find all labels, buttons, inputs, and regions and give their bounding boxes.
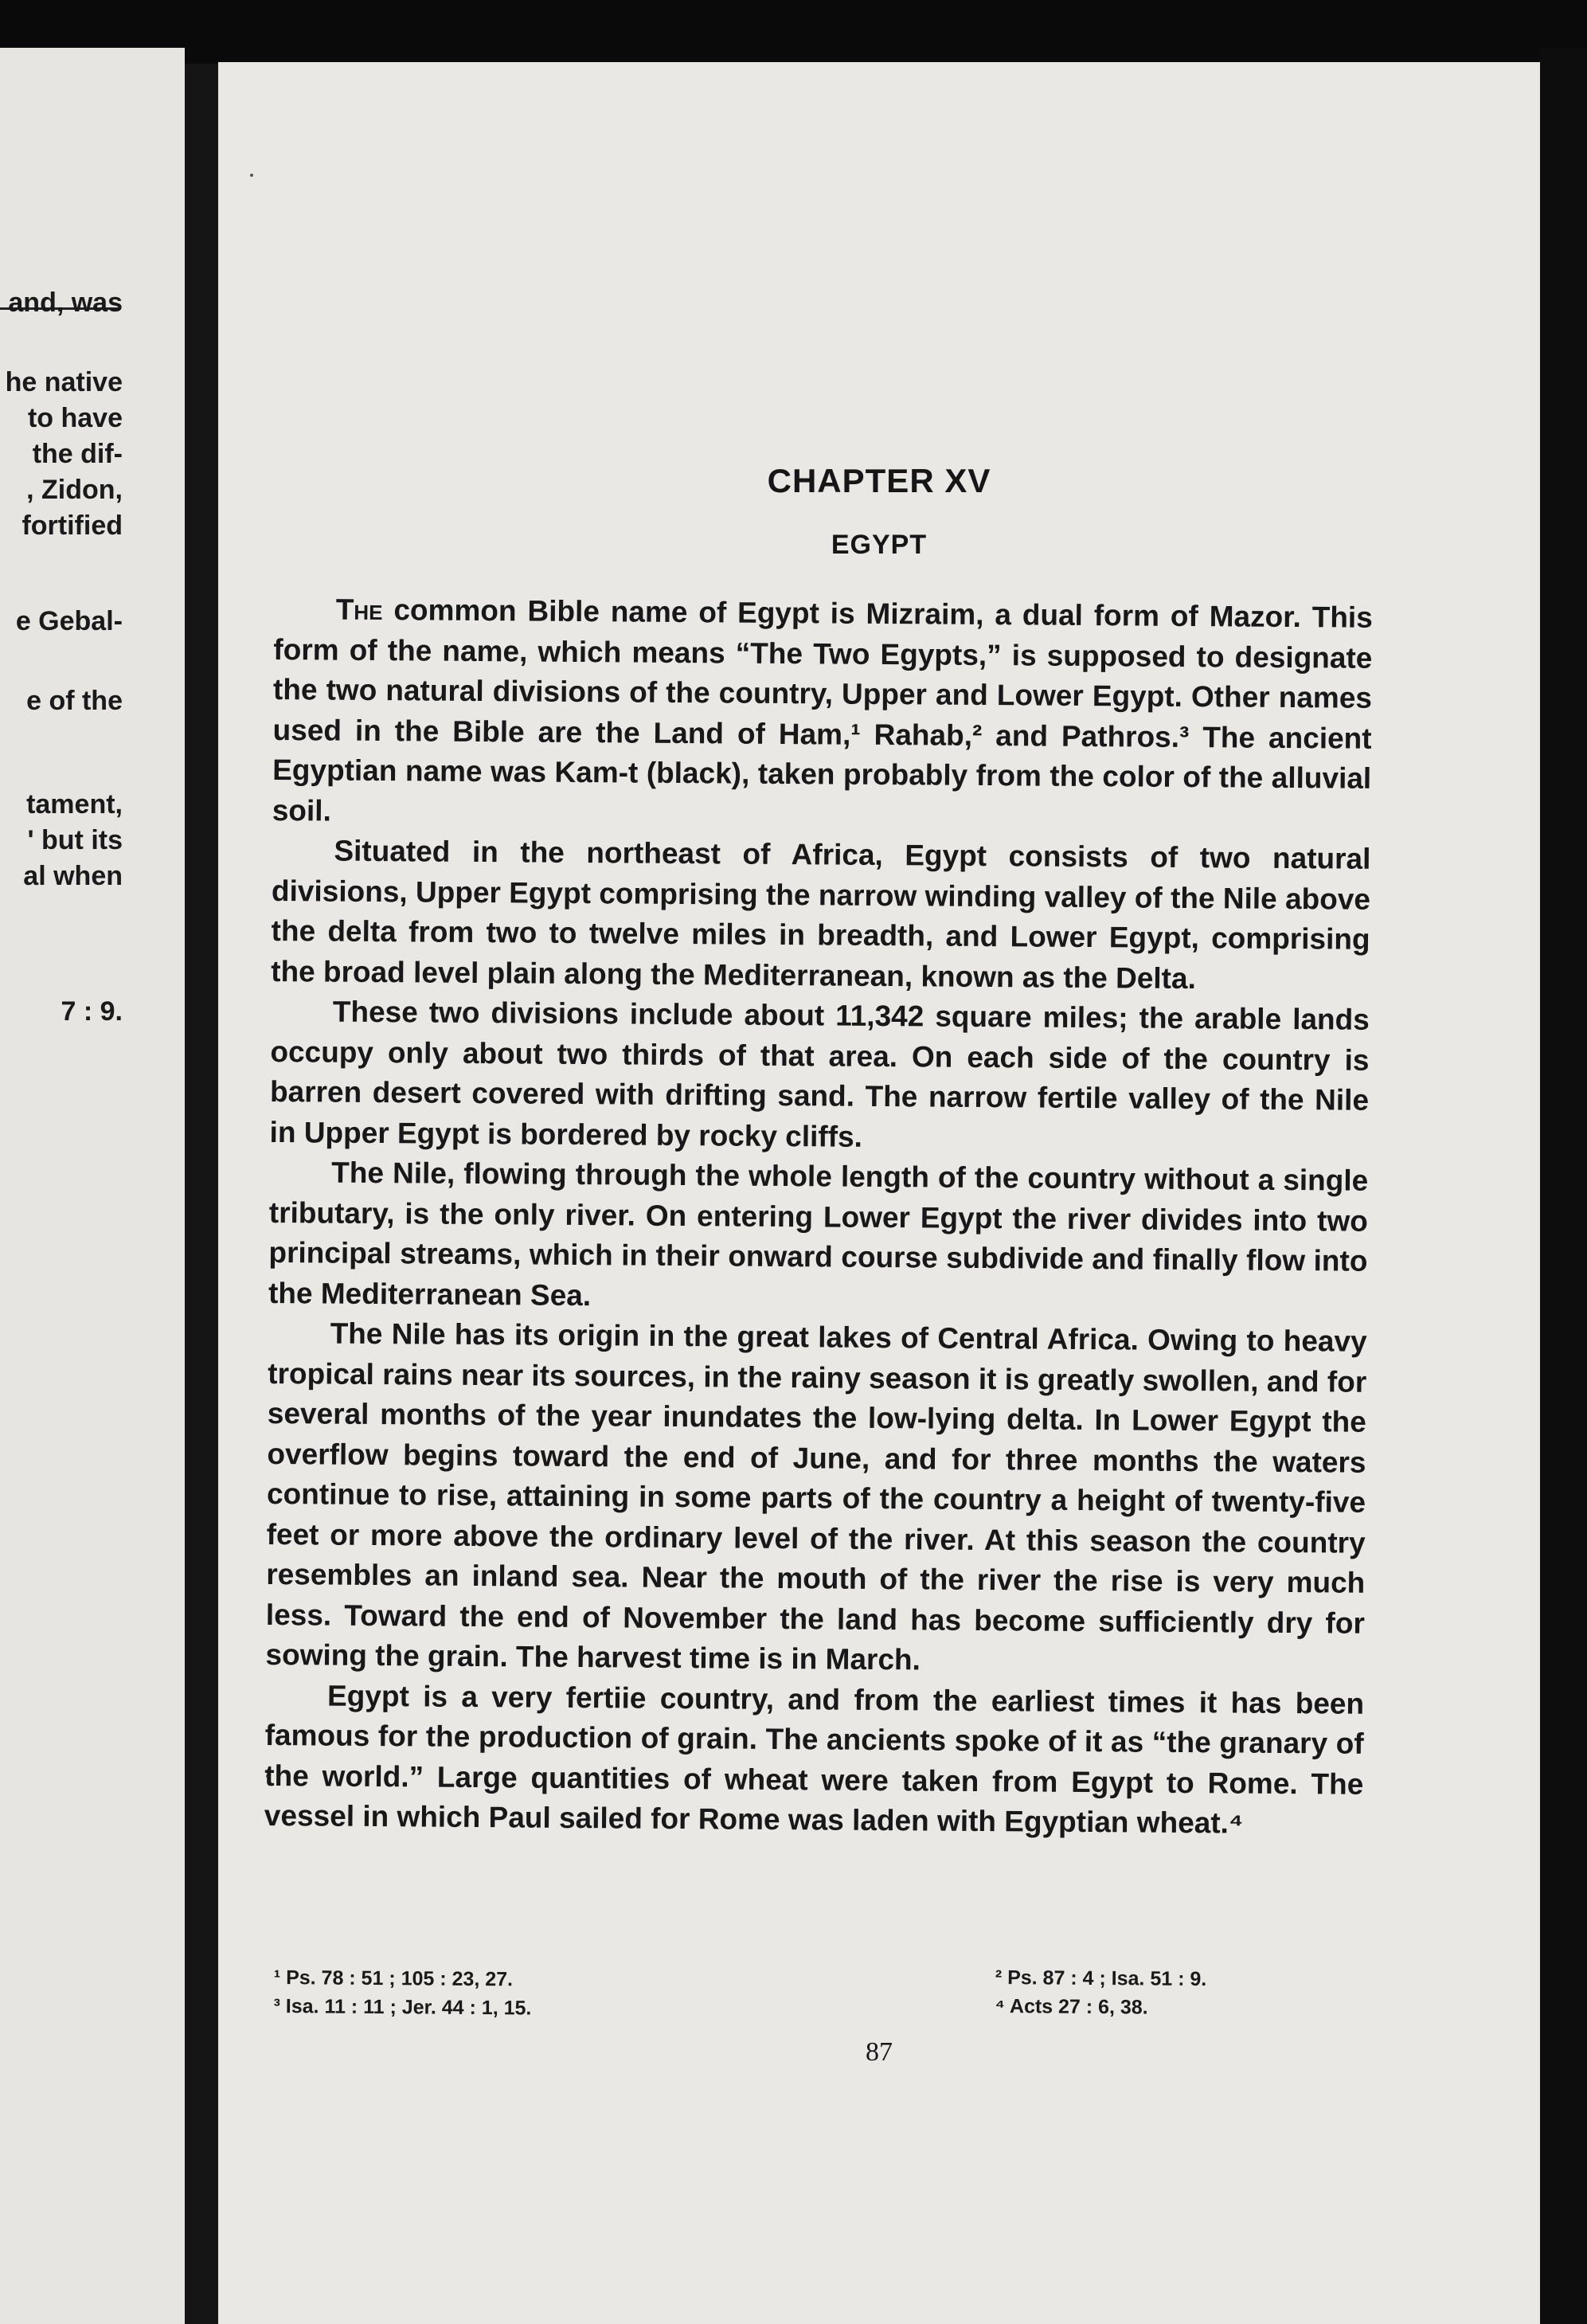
- left-page-line: fortified: [21, 511, 123, 541]
- left-page-line: e of the: [26, 686, 123, 716]
- chapter-title: EGYPT: [831, 530, 928, 560]
- left-page-line: ' but its: [27, 825, 123, 855]
- paragraph: [268, 1152, 1369, 1322]
- paragraph: Egypt is a very fertiie country, and from the earliest times it has been famous for the production of grain. The ancients spoke of it as “the granary of the world.” Large quantities of wheat were taken from Egypt to Rome. The vessel in which Paul sailed for Rome was laden with Egyptian wheat.⁴: [264, 1679, 1365, 1840]
- left-page-line: al when: [23, 861, 123, 891]
- left-page-line: tament,: [26, 789, 123, 820]
- paragraph: The Nile has its origin in the great lakes of Central Africa. Owing to heavy tropical rains near its sources, in the rainy season it is greatly swollen, and for several months of the year inundates the low-lying delta. In Lower Egypt the overflow begins toward the end of June, and for three months the waters continue to rise, attaining in some parts of the country a height of twenty-five feet or more above the ordinary level of the river. At this season the country resembles an inland sea. Near the mouth of the river the rise is very much less. Toward the end of November the land has become sufficiently dry for sowing the grain. The harvest time is in March.: [265, 1317, 1367, 1676]
- footnotes-right: [995, 1963, 1206, 2022]
- footnotes-left: [273, 1963, 531, 2023]
- paragraph-text: flowing through the whole length of the country without a single tributary, is the only river. On entering Lower Egypt the river divides into two principal streams, which in their onward course subdivide and finally flow into the Mediterranean Sea.: [268, 1156, 1369, 1312]
- footnote: ² Ps. 87 : 4 ; Isa. 51 : 9.: [995, 1966, 1207, 1991]
- left-page-line: the dif-: [32, 439, 123, 469]
- body-text: [264, 589, 1373, 1845]
- lead-word: The: [335, 593, 383, 627]
- paragraph: Situated in the northeast of Africa, Egypt consists of two natural divisions, Upper Egypt comprising the narrow winding valley of the Nile above the delta from two to twelve miles in breadth, and Lower Egypt, comprising the broad level plain along the Mediterranean, known as the Delta.: [271, 834, 1371, 995]
- paragraph: [272, 589, 1373, 839]
- left-page-line: and, was: [8, 288, 123, 318]
- paragraph-text: common Bible name of Egypt is Mizraim, a dual form of Mazor. This form of the name, which means “The Two Egypts,” is supposed to designate the two natural divisions of the country, Upper and Lower Egypt. Other names used in the Bible are the Land of Ham,¹ Rahab,² and Pathros.³ The ancient Egyptian name was Kam-t (black), taken probably from the color of the alluvial soil.: [272, 593, 1373, 827]
- right-edge-shadow: [1540, 48, 1587, 2324]
- page-speck: [250, 174, 253, 177]
- left-page-line: 7 : 9.: [61, 996, 123, 1027]
- footnote: ⁴ Acts 27 : 6, 38.: [995, 1994, 1148, 2019]
- left-page-line: e Gebal-: [15, 606, 123, 636]
- paragraph: These two divisions include about 11,342 square miles; the arable lands occupy only about two thirds of that area. On each side of the country is barren desert covered with drifting sand. The narrow fertile valley of the Nile in Upper Egypt is bordered by rocky cliffs.: [269, 995, 1370, 1153]
- left-page-line: he native: [5, 367, 123, 397]
- chapter-heading: CHAPTER XV: [767, 462, 991, 499]
- left-page-line: , Zidon,: [26, 475, 123, 505]
- left-page-line: to have: [27, 403, 123, 433]
- left-facing-page: [0, 48, 185, 2324]
- footnote: ¹ Ps. 78 : 51 ; 105 : 23, 27.: [273, 1966, 514, 1991]
- page-number: 87: [866, 2037, 893, 2067]
- book-gutter: [185, 64, 218, 2324]
- footnote: ³ Isa. 11 : 11 ; Jer. 44 : 1, 15.: [273, 1994, 532, 2020]
- lead-word: The Nile,: [331, 1156, 455, 1190]
